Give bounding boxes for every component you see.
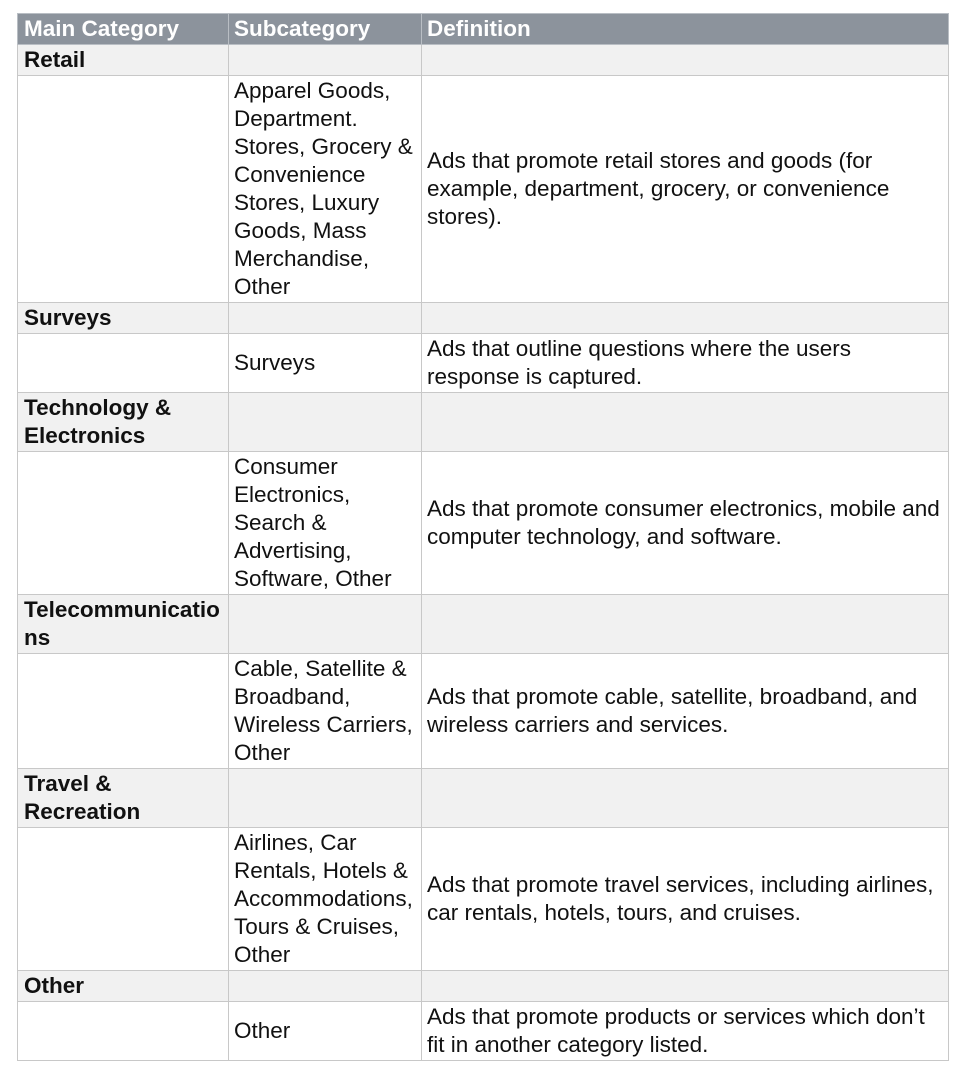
subcategory-cell: Surveys [229,334,422,393]
empty-cell [18,452,229,595]
subcategory-row-telecommunications [18,654,949,769]
subcategory-row-retail [18,76,949,303]
definition-cell: Ads that promote cable, satellite, broadband, and wireless carriers and services. [422,654,949,769]
empty-cell [18,76,229,303]
category-row-other [18,971,949,1002]
definition-cell: Ads that outline questions where the users response is captured. [422,334,949,393]
empty-cell [229,769,422,828]
subcategory-cell: Cable, Satellite & Broadband, Wireless Carriers, Other [229,654,422,769]
subcategory-row-travel [18,828,949,971]
main-category-cell: Telecommunications [18,595,229,654]
main-category-cell: Retail [18,45,229,76]
empty-cell [229,45,422,76]
subcategory-row-surveys [18,334,949,393]
empty-cell [229,971,422,1002]
subcategory-cell: Airlines, Car Rentals, Hotels & Accommodations, Tours & Cruises, Other [229,828,422,971]
empty-cell [229,393,422,452]
empty-cell [422,45,949,76]
category-row-technology [18,393,949,452]
main-category-cell: Technology & Electronics [18,393,229,452]
category-row-surveys [18,303,949,334]
definition-cell: Ads that promote travel services, including airlines, car rentals, hotels, tours, and cruises. [422,828,949,971]
empty-cell [422,971,949,1002]
definition-cell: Ads that promote retail stores and goods (for example, department, grocery, or convenience stores). [422,76,949,303]
main-category-cell: Surveys [18,303,229,334]
category-row-retail [18,45,949,76]
empty-cell [422,769,949,828]
category-table [17,13,949,1061]
header-main-category: Main Category [18,14,229,45]
header-subcategory: Subcategory [229,14,422,45]
subcategory-cell: Consumer Electronics, Search & Advertising, Software, Other [229,452,422,595]
empty-cell [18,334,229,393]
empty-cell [229,595,422,654]
main-category-cell: Travel & Recreation [18,769,229,828]
header-definition: Definition [422,14,949,45]
category-row-telecommunications [18,595,949,654]
empty-cell [18,828,229,971]
main-category-cell: Other [18,971,229,1002]
empty-cell [18,654,229,769]
category-table-container [17,13,948,1061]
definition-cell: Ads that promote consumer electronics, mobile and computer technology, and software. [422,452,949,595]
empty-cell [422,393,949,452]
category-row-travel [18,769,949,828]
subcategory-row-other [18,1002,949,1061]
empty-cell [229,303,422,334]
empty-cell [18,1002,229,1061]
empty-cell [422,303,949,334]
subcategory-cell: Apparel Goods, Department. Stores, Grocery & Convenience Stores, Luxury Goods, Mass Merchandise, Other [229,76,422,303]
subcategory-cell: Other [229,1002,422,1061]
table-header-row [18,14,949,45]
subcategory-row-technology [18,452,949,595]
empty-cell [422,595,949,654]
definition-cell: Ads that promote products or services which don’t fit in another category listed. [422,1002,949,1061]
